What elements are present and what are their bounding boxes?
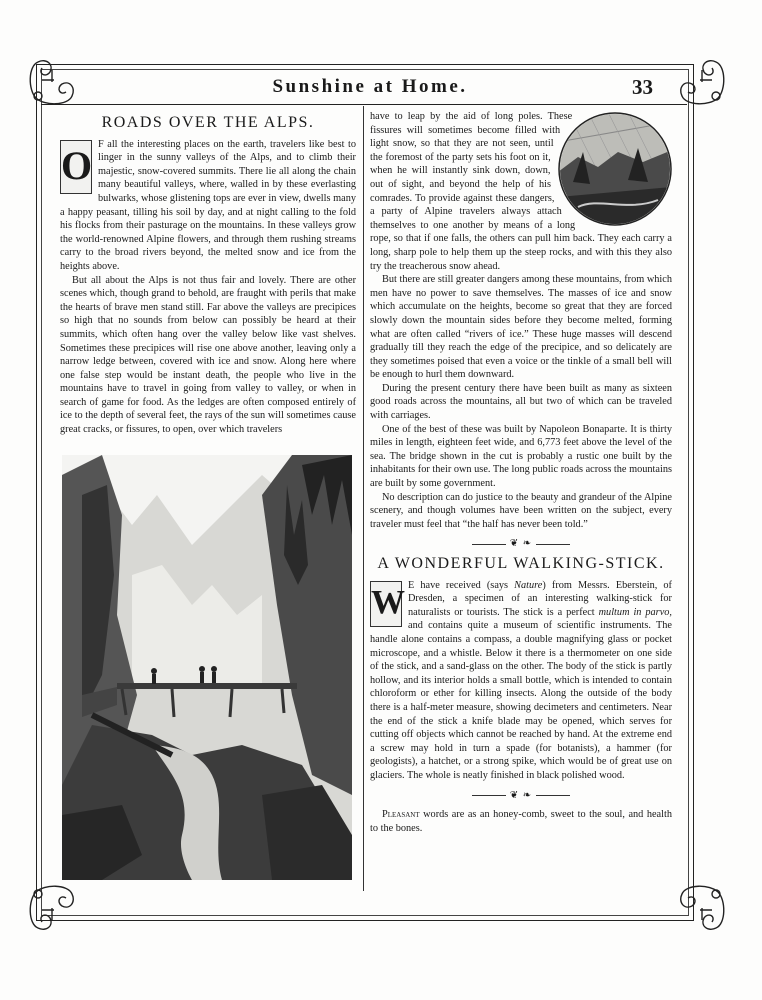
section-separator xyxy=(370,537,672,551)
article-paragraph: But all about the Alps is not thus fair and lovely. There are other scenes which, though grand to behold, are fraught with perils that make the hearts of brave men stand still. Far above the valleys are precipices so high that no sounds from below can possibly be heard at their summits, which often hang over the valley below like vast shelves. Sometimes these precipices will rise one above another, leaving only a narrow ledge between, covered with ice and snow. Along here where one false step would be instant death, the people who live in the mountains have to travel in going from valley to valley, or when in search of game for food. As the ledges are often composed entirely of ice to the depth of several feet, the rays of the sun will sometimes cause great cracks, or fissures, to open, over which travelers xyxy=(60,274,356,436)
article-paragraph: No description can do justice to the beauty and grandeur of the Alpine scenery, and though volumes have been written on the subject, every traveler must feel that “the half has never been told.” xyxy=(370,491,672,530)
article-paragraph: One of the best of these was built by Napoleon Bonaparte. It is thirty miles in length, eighteen feet wide, and 6,773 feet above the level of the sea. The bridge shown in the cut is probably a rustic one built by the inhabitants for their own use. The long public roads across the mountains are built by some government. xyxy=(370,423,672,490)
corner-ornament-icon xyxy=(24,52,82,110)
paragraph-text: F all the interesting places on the earth, travelers like best to linger in the sunny valleys of the Alps, and to climb their majestic, snow-covered summits. There lie all along the chain many beautiful valleys, where, walled in by these everlasting bulwarks, whose glistening tops are ever in view, dwells many a happy peasant, tilling his soil by day, and at night calling to the fold his flocks from their pasturage on the mountains. In these valleys grow the world-renowned Alpine flowers, and through them rushing streams carry to the broad rivers beyond, the melted snow and ice from the heights above. xyxy=(60,138,356,272)
right-column xyxy=(370,110,672,835)
article-paragraph: During the present century there have been built as many as sixteen good roads across the mountains, all but two of which can be traveled with carriages. xyxy=(370,382,672,422)
italic-text: Nature xyxy=(514,579,543,591)
separator-rule xyxy=(536,795,570,796)
separator-rule xyxy=(472,795,506,796)
drop-cap: O xyxy=(60,140,92,194)
article-paragraph xyxy=(60,138,356,274)
article-paragraph: have to leap by the aid of long poles. These fissures will sometimes become filled with light snow, so that they are not seen, until the foremost of the party sets his foot on it, when he will instantly sink down, down, out of sight, and beyond the help of his comrades. To provide against these dangers, a party of Alpine travelers always attach themselves to one another by means of a long rope, so that if one falls, the others can pull him back. They each carry a long, sharp pole to help them up the steep rocks, and with this they also try the treacherous snow ahead. xyxy=(370,111,672,272)
quote-lead: Pleasant xyxy=(382,809,420,821)
header-rule xyxy=(41,104,687,105)
paragraph-text: and contains quite a museum of scientific instruments. The handle alone contains a compass, a double magnifying glass or pocket microscope, and a whistle. Below it there is a thermometer on one side of the stick, and a sand-glass on the other. The body of the stick is partly hollow, and its interior holds a small bottle, which is intended to contain chloroform or ether for killing insects. Along the outside of the body there is a half-meter measure, showing decimeters and centimeters. Near the end of the stick a knife blade may be opened, which serves for cutting off objects which cannot be reached by hand. At the extreme end a screw may hold in turn a spade (for botanists), a hammer (for geologists), a hatchet, or a strong spike, which would be of great use on glaciers. The whole is neatly finished in black polished wood. xyxy=(370,620,672,781)
closing-quote xyxy=(370,808,672,835)
section-separator xyxy=(370,789,672,803)
italic-text: multum in parvo, xyxy=(598,606,672,618)
masthead-title: Sunshine at Home. xyxy=(272,76,468,97)
page-number: 33 xyxy=(632,75,653,99)
separator-rule xyxy=(536,544,570,545)
column-divider xyxy=(363,106,364,891)
separator-ornament-icon: ❦ ❧ xyxy=(509,538,533,550)
separator-rule xyxy=(472,544,506,545)
corner-ornament-icon xyxy=(672,880,730,938)
separator-ornament-icon: ❦ ❧ xyxy=(509,789,533,801)
article-title-walking-stick: A WONDERFUL WALKING-STICK. xyxy=(377,555,665,572)
article-paragraph: But there are still greater dangers among these mountains, from which men have no power to save themselves. The masses of ice and snow which accumulate on the heights, become so great that they are forced slowly down the mountain sides before they become melted, forming what are often called “rivers of ice.” These huge masses will descend gradually till they reach the edge of the precipice, and so delicately are they sometimes poised that even a voice or the tinkle of a small bell will be enough to hurl them downward. xyxy=(370,274,672,381)
round-vignette-illustration xyxy=(558,112,672,226)
corner-ornament-icon xyxy=(24,880,82,938)
corner-ornament-icon xyxy=(672,52,730,110)
paragraph-text: ) from Messrs. Eberstein, of Dresden, a specimen of an interesting walking-stick for naturalists or tourists. The stick is a perfect xyxy=(408,579,672,618)
article-paragraph xyxy=(370,579,672,783)
left-column xyxy=(60,116,356,437)
drop-cap: W xyxy=(370,581,402,627)
article-title-roads-over-the-alps: ROADS OVER THE ALPS. xyxy=(101,114,315,131)
quote-text: words are as an honey-comb, sweet to the soul, and health to the bones. xyxy=(370,809,672,834)
alpine-bridge-illustration xyxy=(62,455,352,880)
paragraph-text: E have received (says xyxy=(408,579,515,591)
